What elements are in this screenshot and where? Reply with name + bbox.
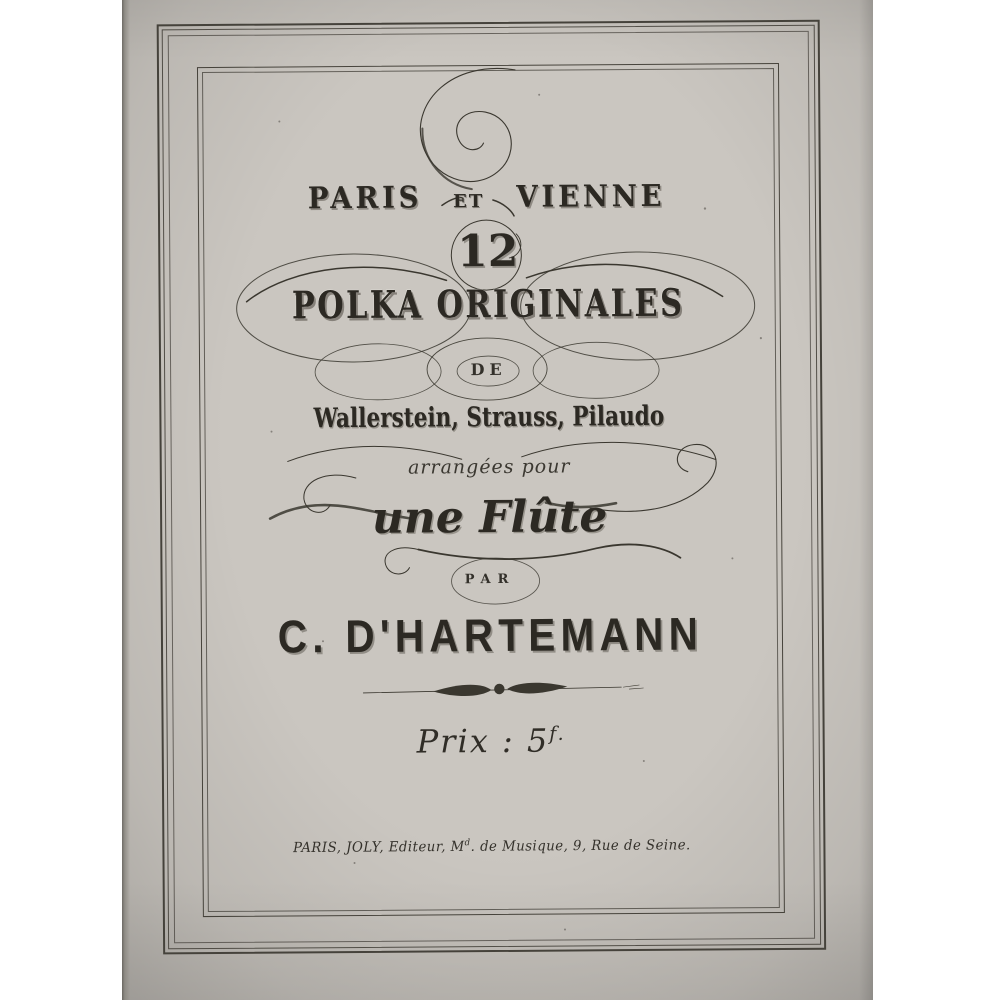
city-paris: PARIS bbox=[307, 180, 423, 217]
price-superscript: f. bbox=[549, 722, 566, 745]
cities-line bbox=[112, 177, 863, 217]
engraved-plate bbox=[119, 0, 877, 1003]
of-label: DE bbox=[470, 359, 507, 380]
price-line bbox=[116, 719, 867, 762]
city-vienne: VIENNE bbox=[516, 178, 666, 215]
arranger-name: C. D'HARTEMANN bbox=[277, 607, 704, 663]
opus-count: 12 bbox=[456, 225, 519, 278]
instrument-name: une Flûte bbox=[371, 491, 608, 544]
composers-line: Wallerstein, Strauss, Pilaudo bbox=[313, 400, 665, 435]
by-label: PAR bbox=[464, 571, 516, 588]
imprint-prefix: PARIS, JOLY, Editeur, M bbox=[293, 838, 465, 857]
imprint-suffix: . de Musique, 9, Rue de Seine. bbox=[470, 837, 691, 855]
page-title: POLKA ORIGINALES bbox=[291, 279, 685, 328]
conjunction-et: ET bbox=[452, 191, 485, 213]
paper bbox=[122, 0, 873, 1000]
imprint-superscript: d bbox=[464, 838, 471, 849]
arranged-for-note: arrangées pour bbox=[407, 455, 571, 479]
title-page-content bbox=[111, 0, 869, 1003]
publisher-imprint bbox=[135, 836, 849, 858]
price-text: Prix : 5 bbox=[416, 721, 550, 761]
